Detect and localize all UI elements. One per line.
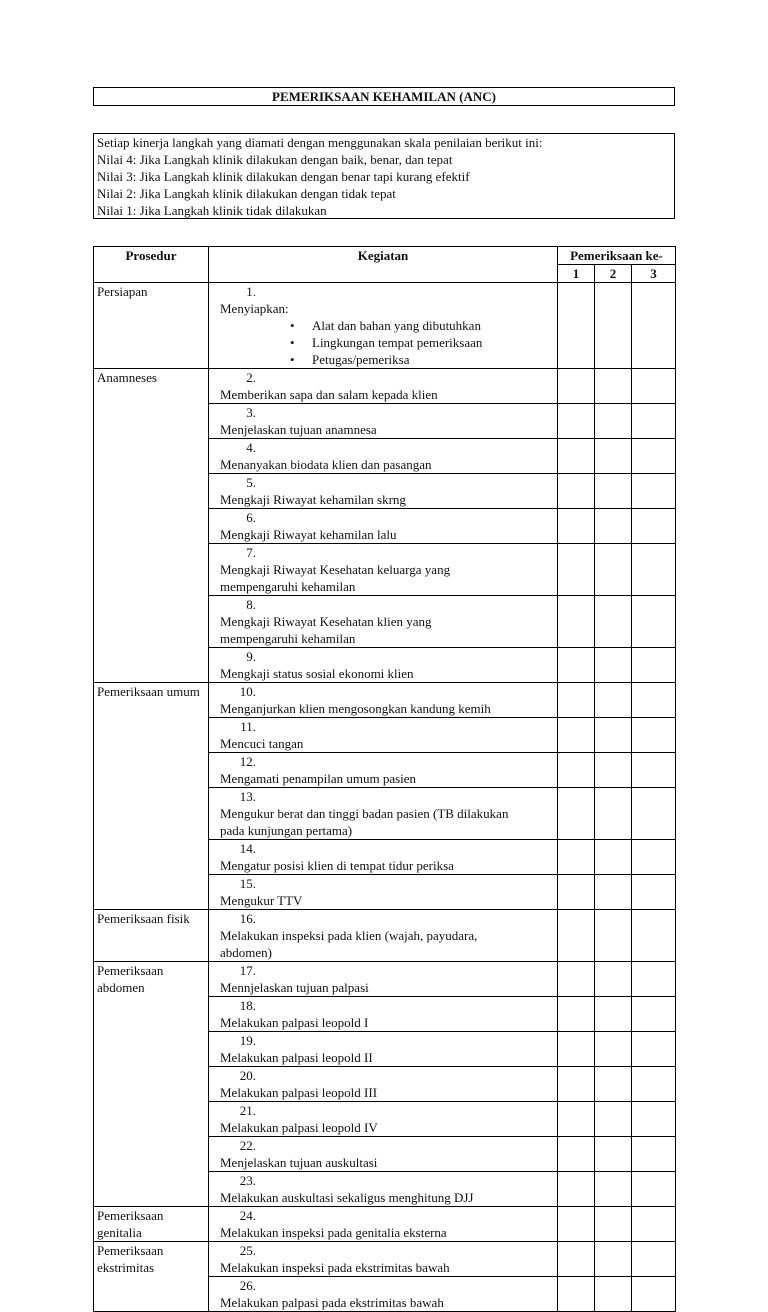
table-body <box>94 283 676 1312</box>
score-cell-3[interactable] <box>632 596 676 648</box>
kegiatan-cell <box>209 718 558 753</box>
kegiatan-cell <box>209 474 558 509</box>
header-kegiatan: Kegiatan <box>209 247 558 283</box>
score-cell-2[interactable] <box>595 474 632 509</box>
score-cell-2[interactable] <box>595 1102 632 1137</box>
item-activity: Mengkaji Riwayat Kesehatan klien yang mempengaruhi kehamilan <box>220 614 432 646</box>
score-cell-2[interactable] <box>595 1137 632 1172</box>
score-cell-1[interactable] <box>558 962 595 997</box>
item-activity: Menjelaskan tujuan anamnesa <box>220 422 377 437</box>
score-cell-3[interactable] <box>632 1067 676 1102</box>
score-cell-3[interactable] <box>632 683 676 718</box>
score-cell-3[interactable] <box>632 1137 676 1172</box>
header-pemeriksaan: Pemeriksaan ke- <box>558 247 676 265</box>
item-number: 17. <box>239 963 256 978</box>
score-cell-1[interactable] <box>558 1172 595 1207</box>
bullet-item <box>290 334 554 351</box>
item-activity: Melakukan auskultasi sekaligus menghitung DJJ <box>220 1190 474 1205</box>
score-cell-3[interactable] <box>632 509 676 544</box>
score-cell-2[interactable] <box>595 788 632 840</box>
score-cell-3[interactable] <box>632 439 676 474</box>
item-activity: Menyiapkan: <box>220 301 289 316</box>
score-cell-1[interactable] <box>558 1137 595 1172</box>
kegiatan-cell <box>209 648 558 683</box>
score-cell-3[interactable] <box>632 840 676 875</box>
kegiatan-cell <box>209 1277 558 1312</box>
item-activity: Mengukur TTV <box>220 893 303 908</box>
bullet-text: Alat dan bahan yang dibutuhkan <box>312 318 481 333</box>
assessment-table <box>93 246 676 1312</box>
score-cell-2[interactable] <box>595 683 632 718</box>
score-cell-3[interactable] <box>632 544 676 596</box>
item-number: 18. <box>239 998 256 1013</box>
kegiatan-cell <box>209 1207 558 1242</box>
item-number: 22. <box>239 1138 256 1153</box>
item-activity: Mengkaji Riwayat kehamilan skrng <box>220 492 406 507</box>
score-cell-1[interactable] <box>558 509 595 544</box>
page-title: PEMERIKSAAN KEHAMILAN (ANC) <box>93 87 675 106</box>
score-cell-1[interactable] <box>558 718 595 753</box>
score-cell-2[interactable] <box>595 369 632 404</box>
score-cell-2[interactable] <box>595 997 632 1032</box>
score-cell-2[interactable] <box>595 718 632 753</box>
score-cell-3[interactable] <box>632 875 676 910</box>
item-activity: Mencuci tangan <box>220 736 304 751</box>
item-number: 14. <box>239 841 256 856</box>
score-cell-2[interactable] <box>595 509 632 544</box>
bullet-list <box>212 317 554 368</box>
score-cell-2[interactable] <box>595 753 632 788</box>
item-number: 6. <box>246 510 256 525</box>
score-cell-1[interactable] <box>558 1242 595 1277</box>
scale-line: Nilai 2: Jika Langkah klinik dilakukan dengan tidak tepat <box>97 186 396 201</box>
table-row <box>94 369 676 404</box>
score-cell-2[interactable] <box>595 875 632 910</box>
score-cell-1[interactable] <box>558 369 595 404</box>
item-number: 23. <box>239 1173 256 1188</box>
item-number: 2. <box>246 370 256 385</box>
item-number: 8. <box>246 597 256 612</box>
score-cell-1[interactable] <box>558 283 595 369</box>
score-cell-2[interactable] <box>595 962 632 997</box>
prosedur-cell: Persiapan <box>94 283 209 369</box>
item-number: 16. <box>239 911 256 926</box>
score-cell-1[interactable] <box>558 997 595 1032</box>
kegiatan-cell <box>209 1242 558 1277</box>
item-activity: Mengkaji Riwayat Kesehatan keluarga yang mempengaruhi kehamilan <box>220 562 451 594</box>
item-number: 1. <box>246 284 256 299</box>
prosedur-cell: Pemeriksaan fisik <box>94 910 209 962</box>
score-cell-2[interactable] <box>595 404 632 439</box>
header-prosedur: Prosedur <box>94 247 209 283</box>
score-cell-3[interactable] <box>632 1172 676 1207</box>
item-activity: Melakukan palpasi leopold III <box>220 1085 378 1100</box>
item-number: 19. <box>239 1033 256 1048</box>
score-cell-2[interactable] <box>595 840 632 875</box>
item-activity: Melakukan palpasi leopold II <box>220 1050 373 1065</box>
scale-line: Nilai 4: Jika Langkah klinik dilakukan dengan baik, benar, dan tepat <box>97 152 453 167</box>
item-number: 24. <box>239 1208 256 1223</box>
score-cell-3[interactable] <box>632 962 676 997</box>
table-row <box>94 962 676 997</box>
item-activity: Mengamati penampilan umum pasien <box>220 771 417 786</box>
kegiatan-cell <box>209 369 558 404</box>
item-number: 11. <box>240 719 256 734</box>
table-row <box>94 683 676 718</box>
score-cell-2[interactable] <box>595 910 632 962</box>
score-cell-1[interactable] <box>558 596 595 648</box>
kegiatan-cell <box>209 962 558 997</box>
score-cell-3[interactable] <box>632 1242 676 1277</box>
item-activity: Menjelaskan tujuan auskultasi <box>220 1155 378 1170</box>
item-number: 10. <box>239 684 256 699</box>
score-cell-1[interactable] <box>558 910 595 962</box>
bullet-icon: • <box>290 352 295 367</box>
score-cell-2[interactable] <box>595 596 632 648</box>
bullet-item <box>290 351 554 368</box>
score-cell-1[interactable] <box>558 648 595 683</box>
score-cell-3[interactable] <box>632 648 676 683</box>
kegiatan-cell <box>209 753 558 788</box>
score-cell-1[interactable] <box>558 1067 595 1102</box>
table-row <box>94 1207 676 1242</box>
item-number: 25. <box>239 1243 256 1258</box>
item-activity: Mengkaji Riwayat kehamilan lalu <box>220 527 397 542</box>
score-cell-1[interactable] <box>558 439 595 474</box>
bullet-text: Lingkungan tempat pemeriksaan <box>312 335 483 350</box>
bullet-icon: • <box>290 318 295 333</box>
score-cell-3[interactable] <box>632 1032 676 1067</box>
kegiatan-cell <box>209 509 558 544</box>
scoring-scale <box>93 133 675 219</box>
kegiatan-cell <box>209 840 558 875</box>
score-cell-2[interactable] <box>595 1242 632 1277</box>
prosedur-cell: Anamneses <box>94 369 209 683</box>
score-cell-2[interactable] <box>595 648 632 683</box>
kegiatan-cell <box>209 1067 558 1102</box>
item-number: 7. <box>246 545 256 560</box>
kegiatan-cell <box>209 283 558 369</box>
score-cell-3[interactable] <box>632 369 676 404</box>
item-number: 20. <box>239 1068 256 1083</box>
score-cell-2[interactable] <box>595 1207 632 1242</box>
table-row <box>94 1242 676 1277</box>
scale-line: Nilai 1: Jika Langkah klinik tidak dilakukan <box>97 203 327 218</box>
kegiatan-cell <box>209 875 558 910</box>
score-cell-2[interactable] <box>595 1172 632 1207</box>
bullet-text: Petugas/pemeriksa <box>312 352 410 367</box>
score-cell-1[interactable] <box>558 404 595 439</box>
prosedur-cell: Pemeriksaan abdomen <box>94 962 209 1207</box>
table-row <box>94 283 676 369</box>
kegiatan-cell <box>209 544 558 596</box>
item-number: 3. <box>246 405 256 420</box>
item-number: 12. <box>239 754 256 769</box>
item-activity: Melakukan palpasi pada ekstrimitas bawah <box>220 1295 444 1310</box>
item-number: 15. <box>239 876 256 891</box>
item-number: 13. <box>239 789 256 804</box>
prosedur-cell: Pemeriksaan umum <box>94 683 209 910</box>
kegiatan-cell <box>209 1102 558 1137</box>
score-cell-1[interactable] <box>558 1277 595 1312</box>
score-cell-2[interactable] <box>595 1067 632 1102</box>
scale-line: Nilai 3: Jika Langkah klinik dilakukan dengan benar tapi kurang efektif <box>97 169 470 184</box>
score-cell-2[interactable] <box>595 544 632 596</box>
item-number: 5. <box>246 475 256 490</box>
item-activity: Melakukan palpasi leopold I <box>220 1015 369 1030</box>
kegiatan-cell <box>209 910 558 962</box>
score-cell-3[interactable] <box>632 404 676 439</box>
kegiatan-cell <box>209 404 558 439</box>
score-cell-2[interactable] <box>595 1277 632 1312</box>
score-cell-2[interactable] <box>595 283 632 369</box>
score-cell-1[interactable] <box>558 474 595 509</box>
item-activity: Melakukan inspeksi pada ekstrimitas bawah <box>220 1260 450 1275</box>
score-cell-1[interactable] <box>558 544 595 596</box>
score-cell-3[interactable] <box>632 753 676 788</box>
score-cell-1[interactable] <box>558 683 595 718</box>
score-cell-1[interactable] <box>558 1207 595 1242</box>
item-activity: Mengkaji status sosial ekonomi klien <box>220 666 414 681</box>
score-cell-3[interactable] <box>632 788 676 840</box>
item-activity: Mennjelaskan tujuan palpasi <box>220 980 369 995</box>
scale-line: Setiap kinerja langkah yang diamati dengan menggunakan skala penilaian berikut ini: <box>97 135 543 150</box>
kegiatan-cell <box>209 1032 558 1067</box>
score-cell-3[interactable] <box>632 718 676 753</box>
score-cell-3[interactable] <box>632 1207 676 1242</box>
score-cell-3[interactable] <box>632 474 676 509</box>
kegiatan-cell <box>209 1172 558 1207</box>
bullet-item <box>290 317 554 334</box>
item-number: 4. <box>246 440 256 455</box>
item-activity: Melakukan inspeksi pada klien (wajah, payudara, abdomen) <box>220 928 478 960</box>
score-cell-3[interactable] <box>632 910 676 962</box>
score-cell-3[interactable] <box>632 283 676 369</box>
score-cell-1[interactable] <box>558 875 595 910</box>
table-row <box>94 910 676 962</box>
score-cell-1[interactable] <box>558 753 595 788</box>
score-cell-1[interactable] <box>558 1102 595 1137</box>
kegiatan-cell <box>209 1137 558 1172</box>
score-cell-1[interactable] <box>558 788 595 840</box>
score-cell-3[interactable] <box>632 1102 676 1137</box>
item-activity: Melakukan inspeksi pada genitalia eksterna <box>220 1225 447 1240</box>
score-cell-2[interactable] <box>595 1032 632 1067</box>
item-activity: Melakukan palpasi leopold IV <box>220 1120 378 1135</box>
score-cell-3[interactable] <box>632 1277 676 1312</box>
score-cell-3[interactable] <box>632 997 676 1032</box>
header-col-2: 2 <box>595 265 632 283</box>
item-number: 21. <box>239 1103 256 1118</box>
score-cell-1[interactable] <box>558 840 595 875</box>
item-number: 9. <box>246 649 256 664</box>
prosedur-cell: Pemeriksaan ekstrimitas <box>94 1242 209 1312</box>
kegiatan-cell <box>209 788 558 840</box>
score-cell-2[interactable] <box>595 439 632 474</box>
kegiatan-cell <box>209 683 558 718</box>
header-col-3: 3 <box>632 265 676 283</box>
kegiatan-cell <box>209 596 558 648</box>
item-activity: Menganjurkan klien mengosongkan kandung kemih <box>220 701 491 716</box>
item-activity: Mengatur posisi klien di tempat tidur periksa <box>220 858 454 873</box>
item-number: 26. <box>239 1278 256 1293</box>
kegiatan-cell <box>209 997 558 1032</box>
score-cell-1[interactable] <box>558 1032 595 1067</box>
item-activity: Mengukur berat dan tinggi badan pasien (TB dilakukan pada kunjungan pertama) <box>220 806 509 838</box>
item-activity: Menanyakan biodata klien dan pasangan <box>220 457 432 472</box>
kegiatan-cell <box>209 439 558 474</box>
item-activity: Memberikan sapa dan salam kepada klien <box>220 387 438 402</box>
bullet-icon: • <box>290 335 295 350</box>
header-col-1: 1 <box>558 265 595 283</box>
prosedur-cell: Pemeriksaan genitalia <box>94 1207 209 1242</box>
